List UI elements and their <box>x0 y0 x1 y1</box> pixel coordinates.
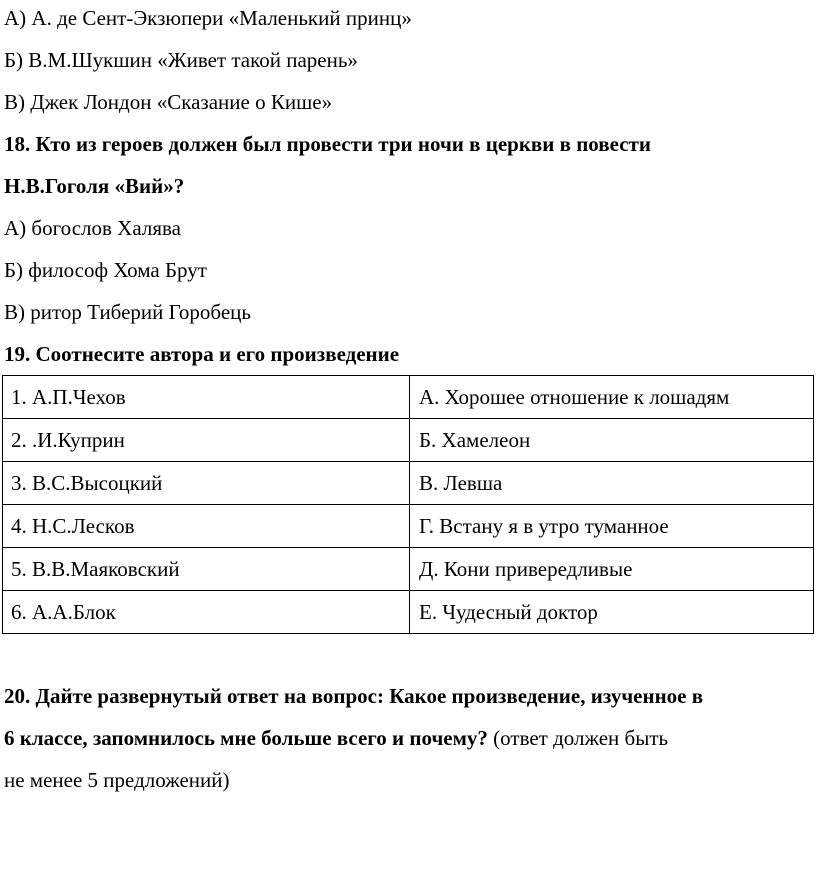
question-20-line3: не менее 5 предложений) <box>4 768 230 792</box>
question-20-line2-bold: 6 классе, запомнилось мне больше всего и почему? <box>4 726 488 750</box>
table-row <box>3 591 814 634</box>
question-18-option-b: Б) философ Хома Брут <box>4 258 207 282</box>
question-18-line1: 18. Кто из героев должен был провести три ночи в церкви в повести <box>4 132 651 156</box>
work-cell: Е. Чудесный доктор <box>410 591 814 634</box>
option-c-prev: В) Джек Лондон «Сказание о Кише» <box>4 90 333 114</box>
table-row <box>3 505 814 548</box>
table-row <box>3 376 814 419</box>
work-cell: Д. Кони привередливые <box>410 548 814 591</box>
option-b-prev: Б) В.М.Шукшин «Живет такой парень» <box>4 48 358 72</box>
work-cell: Г. Встану я в утро туманное <box>410 505 814 548</box>
question-20-line2-note: (ответ должен быть <box>493 726 669 750</box>
author-cell: 6. А.А.Блок <box>3 591 410 634</box>
question-19-title: 19. Соотнесите автора и его произведение <box>4 342 400 366</box>
question-20-line2 <box>4 728 668 749</box>
question-18-line2: Н.В.Гоголя «Вий»? <box>4 174 185 198</box>
author-cell: 2. .И.Куприн <box>3 419 410 462</box>
author-cell: 4. Н.С.Лесков <box>3 505 410 548</box>
question-18-option-a: А) богослов Халява <box>4 216 181 240</box>
question-18-option-c: В) ритор Тиберий Горобець <box>4 300 251 324</box>
table-row <box>3 419 814 462</box>
question-20-line1: 20. Дайте развернутый ответ на вопрос: Какое произведение, изученное в <box>4 684 704 708</box>
work-cell: А. Хорошее отношение к лошадям <box>410 376 814 419</box>
author-cell: 5. В.В.Маяковский <box>3 548 410 591</box>
table-row <box>3 462 814 505</box>
work-cell: Б. Хамелеон <box>410 419 814 462</box>
work-cell: В. Левша <box>410 462 814 505</box>
author-cell: 3. В.С.Высоцкий <box>3 462 410 505</box>
option-a-prev: А) А. де Сент-Экзюпери «Маленький принц» <box>4 6 412 30</box>
table-row <box>3 548 814 591</box>
author-cell: 1. А.П.Чехов <box>3 376 410 419</box>
matching-table <box>2 375 814 634</box>
